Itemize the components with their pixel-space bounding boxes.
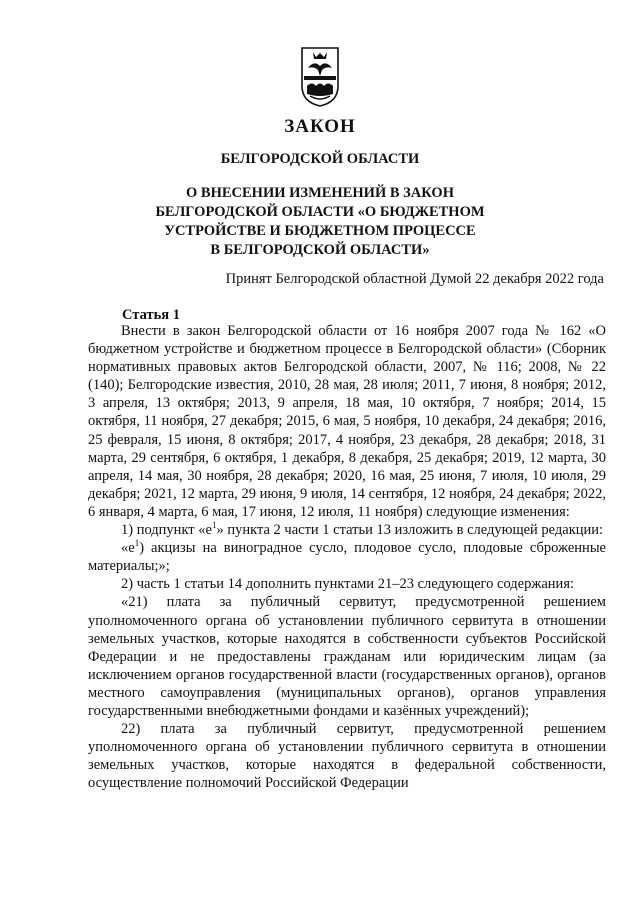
new-point-21: «21) плата за публичный сервитут, предусмотренной решением уполномоченного органа об установлении публичного сервитута в отношении земельных участков, которые находятся в собственности субъектов Российской Федерации и не предоставлены гражданам или юридическим лицам (за исключением органов государственной власти (государственных органов), органов местного самоуправления (муниципальных органов), органов управления государственными внебюджетными фондами и казённых учреждений);	[88, 594, 606, 719]
item1-superscript: 1	[211, 520, 217, 531]
title-line: В БЕЛГОРОДСКОЙ ОБЛАСТИ»	[210, 242, 430, 258]
title-line: О ВНЕСЕНИИ ИЗМЕНЕНИЙ В ЗАКОН	[186, 185, 454, 201]
title-line: БЕЛГОРОДСКОЙ ОБЛАСТИ «О БЮДЖЕТНОМ	[155, 204, 485, 220]
amendment-item-2: 2) часть 1 статьи 14 дополнить пунктами 21–23 следующего содержания:	[121, 576, 575, 593]
amendment-item-1	[88, 521, 606, 539]
article-heading: Статья 1	[122, 307, 180, 323]
amendment-quote-1	[88, 539, 606, 575]
title-line: УСТРОЙСТВЕ И БЮДЖЕТНОМ ПРОЦЕССЕ	[164, 223, 476, 239]
quote1-text-end: ) акцизы на виноградное сусло, плодовое сусло, плодовые сброженные материалы;»;	[88, 540, 606, 575]
article-body	[88, 322, 606, 792]
document-title	[0, 184, 640, 260]
new-point-22: 22) плата за публичный сервитут, предусмотренной решением уполномоченного органа об установлении публичного сервитута в отношении земельных участков, которые находятся в федеральной собственности, осуществление полномочий Российской Федерации	[88, 721, 606, 792]
document-type: ЗАКОН	[284, 116, 356, 137]
quote1-superscript: 1	[134, 538, 140, 549]
document-region: БЕЛГОРОДСКОЙ ОБЛАСТИ	[220, 151, 420, 167]
quote1-text-start: «е	[121, 540, 135, 557]
coat-of-arms-icon	[300, 46, 340, 108]
article-intro: Внести в закон Белгородской области от 16 ноября 2007 года № 162 «О бюджетном устройстве и бюджетном процессе в Белгородской области» (Сборник нормативных правовых актов Белгородской области, 2007, № 116; 2008, № 22 (140); Белгородские известия, 2010, 28 мая, 28 июля; 2011, 7 июня, 8 ноября; 2012, 3 апреля, 13 октября; 2013, 9 апреля, 18 мая, 10 октября, 7 ноября; 2014, 15 октября, 11 ноября, 27 декабря; 2015, 6 мая, 5 ноября, 10 декабря, 24 декабря; 2016, 25 февраля, 15 июня, 8 октября; 2017, 4 ноября, 23 декабря, 28 декабря; 2018, 31 марта, 29 сентября, 6 октября, 1 декабря, 8 декабря, 25 декабря; 2019, 12 марта, 30 апреля, 14 мая, 30 ноября, 28 декабря; 2020, 16 мая, 25 июня, 7 июля, 10 июля, 29 декабря; 2021, 12 марта, 29 июня, 9 июля, 14 сентября, 12 ноября, 24 декабря; 2022, 6 января, 4 марта, 6 мая, 17 июня, 12 июля, 11 ноября) следующие изменения:	[88, 323, 606, 520]
item1-text-start: 1) подпункт «е	[121, 522, 212, 539]
adoption-note: Принят Белгородской областной Думой 22 декабря 2022 года	[225, 271, 604, 287]
item1-text-end: » пункта 2 части 1 статьи 13 изложить в следующей редакции:	[216, 522, 604, 539]
